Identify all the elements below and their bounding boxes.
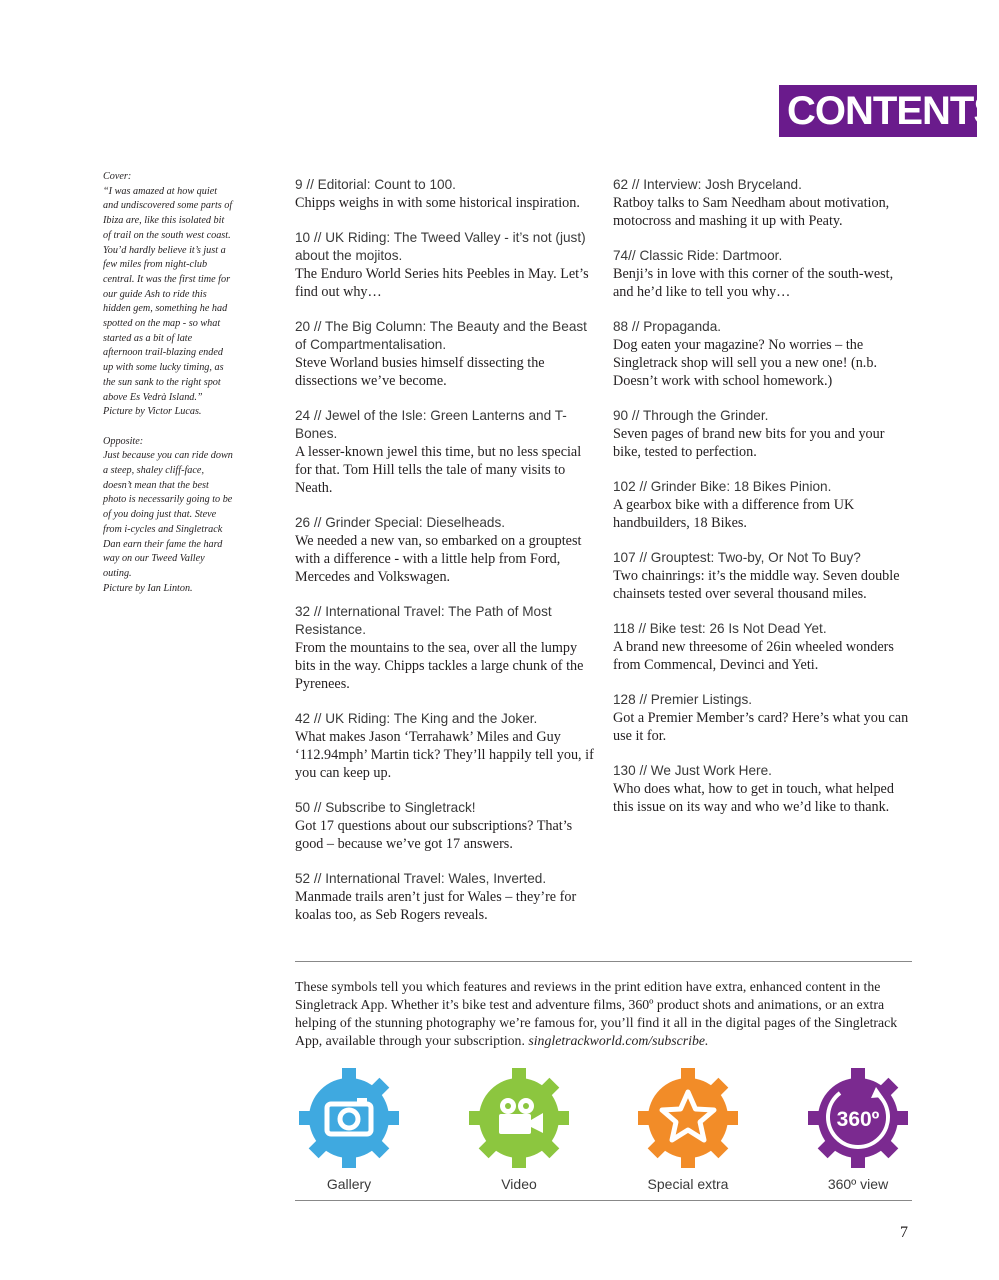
icon-label: Special extra [647,1176,729,1192]
entry-heading: 42 // UK Riding: The King and the Joker. [295,711,538,726]
entry-heading: 24 // Jewel of the Isle: Green Lanterns and T-Bones. [295,408,567,441]
entry-heading: 52 // International Travel: Wales, Inverted. [295,871,547,886]
entry-heading: 10 // UK Riding: The Tweed Valley - it’s not (just) about the mojitos. [295,230,586,263]
icon-label: 360º view [827,1176,889,1192]
divider-bottom [295,1200,912,1201]
star-icon [636,1066,740,1170]
entry-description: A gearbox bike with a difference from UK handbuilders, 18 Bikes. [613,497,855,531]
entry-description: The Enduro World Series hits Peebles in May. Let’s find out why… [295,266,589,300]
contents-entry[interactable] [613,407,913,461]
photo-captions [103,170,233,611]
video-camera-icon [467,1066,571,1170]
rotate-360-icon [806,1066,910,1170]
entry-heading: 74// Classic Ride: Dartmoor. [613,248,783,263]
entry-heading: 9 // Editorial: Count to 100. [295,177,456,192]
entry-description: A lesser-known jewel this time, but no less special for that. Tom Hill tells the tale of many visits to Neath. [295,444,582,496]
subscribe-link[interactable]: singletrackworld.com/subscribe. [528,1033,709,1048]
page-number: 7 [900,1224,908,1241]
contents-entry[interactable] [613,549,913,603]
special-extra-symbol [608,1066,768,1192]
contents-entry[interactable] [295,710,595,782]
contents-entry[interactable] [613,247,913,301]
entry-description: What makes Jason ‘Terrahawk’ Miles and Guy ‘112.94mph’ Martin tick? They’ll happily tell you, if you can keep up. [295,729,594,781]
360-badge-text: 360º [836,1108,880,1131]
contents-entry[interactable] [295,514,595,586]
contents-entry[interactable] [295,407,595,497]
contents-banner [779,85,999,137]
contents-entry[interactable] [613,478,913,532]
gear-badge [299,1068,399,1168]
contents-left-column [295,176,595,941]
contents-right-column [613,176,913,833]
entry-description: A brand new threesome of 26in wheeled wonders from Commencal, Devinci and Yeti. [613,639,894,673]
contents-entry[interactable] [295,229,595,301]
contents-entry[interactable] [295,176,595,212]
entry-heading: 128 // Premier Listings. [613,692,753,707]
app-symbols-intro [295,978,913,1050]
entry-heading: 88 // Propaganda. [613,319,722,334]
entry-heading: 50 // Subscribe to Singletrack! [295,800,476,815]
contents-entry[interactable] [295,799,595,853]
gallery-symbol [269,1066,429,1192]
entry-heading: 130 // We Just Work Here. [613,763,772,778]
entry-description: Got a Premier Member’s card? Here’s what you can use it for. [613,710,909,744]
entry-description: Dog eaten your magazine? No worries – the Singletrack shop will sell you a new one! (n.b. Doesn’t work with school homework.) [613,337,877,389]
opposite-caption: Opposite: Just because you can ride down a steep, shaley cliff-face, doesn’t mean that the best photo is necessarily going to be of you doing just that. Steve from i-cycles and Singletrack Dan earn their fame the hard way on our Tweed Valley outing. Picture by Ian Linton. [103,435,233,594]
entry-description: We needed a new van, so embarked on a grouptest with a difference - with a little help from Ford, Mercedes and Volkswagen. [295,533,582,585]
entry-description: Chipps weighs in with some historical inspiration. [295,195,580,211]
contents-entry[interactable] [613,762,913,816]
video-symbol [439,1066,599,1192]
entry-description: Two chainrings: it’s the middle way. Seven double chainsets tested over several thousand miles. [613,568,900,602]
entry-description: Ratboy talks to Sam Needham about motivation, motocross and mashing it up with Peaty. [613,195,890,229]
divider-top [295,961,912,962]
contents-entry[interactable] [295,870,595,924]
entry-heading: 102 // Grinder Bike: 18 Bikes Pinion. [613,479,832,494]
entry-description: Seven pages of brand new bits for you and your bike, tested to perfection. [613,426,885,460]
icon-label: Gallery [326,1176,372,1192]
page-title: CONTENTS [787,89,999,133]
entry-heading: 20 // The Big Column: The Beauty and the Beast of Compartmentalisation. [295,319,587,352]
entry-description: Steve Worland busies himself dissecting the dissections we’ve become. [295,355,545,389]
contents-entry[interactable] [613,318,913,390]
entry-heading: 90 // Through the Grinder. [613,408,769,423]
contents-entry[interactable] [295,603,595,693]
entry-description: Manmade trails aren’t just for Wales – they’re for koalas too, as Seb Rogers reveals. [295,889,577,923]
entry-heading: 107 // Grouptest: Two-by, Or Not To Buy? [613,550,861,565]
entry-description: Benji’s in love with this corner of the south-west, and he’d like to tell you why… [613,266,894,300]
cover-caption: Cover: “I was amazed at how quiet and undiscovered some parts of Ibiza are, like this isolated bit of trail on the south west coast. You’d hardly believe it’s just a few miles from night-club central. It was the first time for our guide Ash to ride this hidden gem, something he had spotted on the map - so what started as a bit of late afternoon trail-blazing ended up with some lucky timing, as the sun sank to the right spot above Es Vedrà Island.” Picture by Victor Lucas. [103,171,233,418]
entry-heading: 26 // Grinder Special: Dieselheads. [295,515,506,530]
gear-badge [638,1068,738,1168]
entry-heading: 62 // Interview: Josh Bryceland. [613,177,802,192]
entry-heading: 118 // Bike test: 26 Is Not Dead Yet. [613,621,827,636]
camera-icon [297,1066,401,1170]
contents-entry[interactable] [613,691,913,745]
icon-label: Video [501,1176,537,1192]
entry-description: From the mountains to the sea, over all the lumpy bits in the way. Chipps tackles a large chunk of the Pyrenees. [295,640,584,692]
entry-description: Got 17 questions about our subscriptions? That’s good – because we’ve got 17 answers. [295,818,573,852]
contents-entry[interactable] [295,318,595,390]
360-view-symbol [778,1066,938,1192]
entry-description: Who does what, how to get in touch, what helped this issue on its way and who we’d like to thank. [613,781,894,815]
contents-entry[interactable] [613,620,913,674]
entry-heading: 32 // International Travel: The Path of Most Resistance. [295,604,552,637]
contents-entry[interactable] [613,176,913,230]
intro-text: These symbols tell you which features and reviews in the print edition have extra, enhanced content in the Singletrack App. Whether it’s bike test and adventure films, 360º product shots and animations, or an extra helping of the stunning photography we’re famous for, you’ll find it all in the digital pages of the Singletrack App, available through your subscription. [295,979,898,1048]
